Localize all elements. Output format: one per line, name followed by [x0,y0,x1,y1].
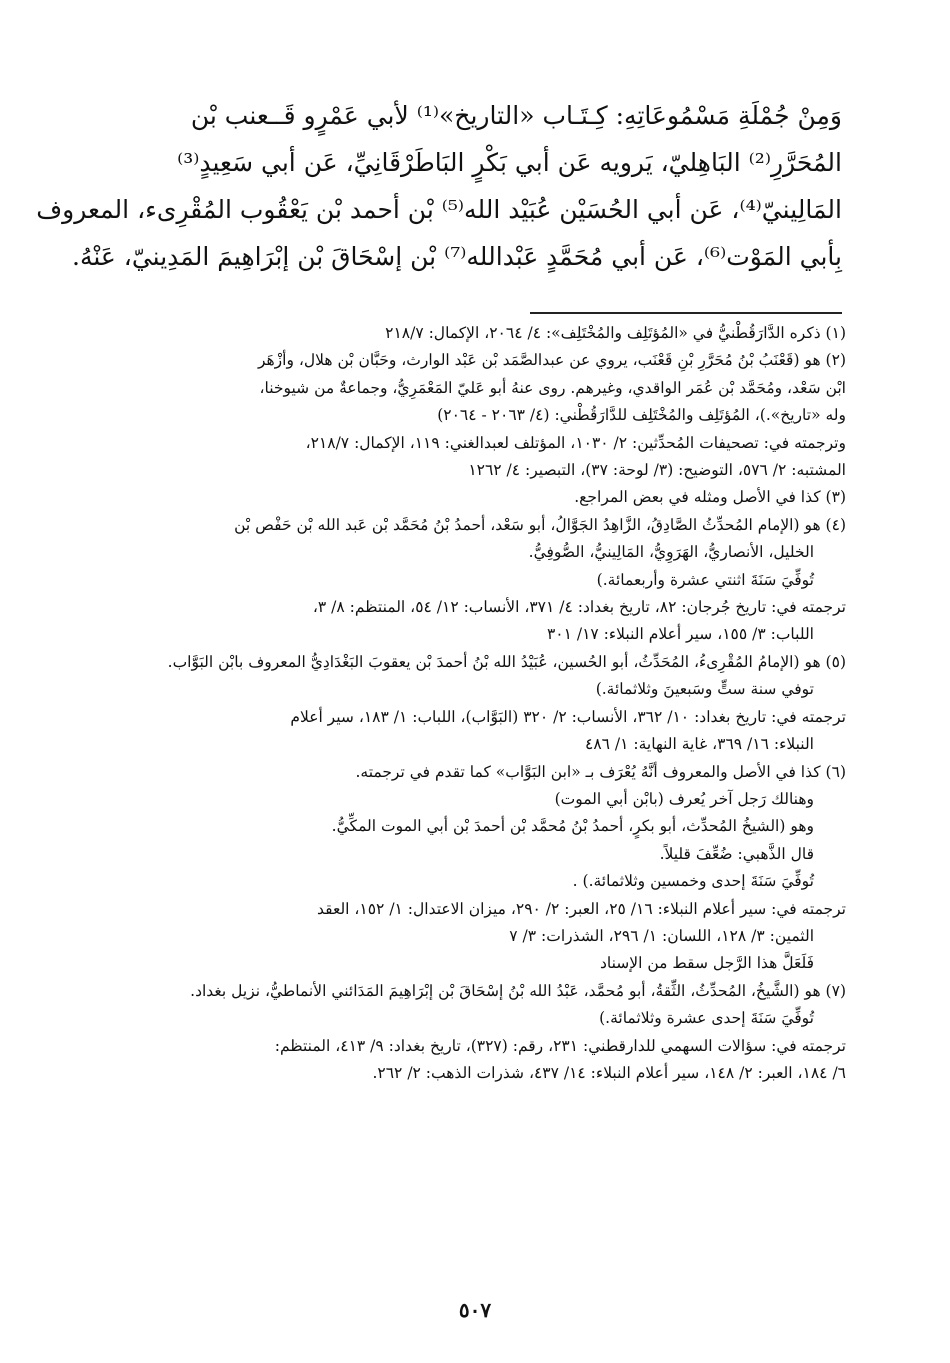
footnote-line: وهو (الشيخُ المُحدِّث، أبو بكرٍ، أحمدُ بْنُ مُحمَّد بْن أحمدَ بْن أبي الموت المكِّيُّ. [331,817,814,836]
footnote-divider [530,312,842,314]
footnote-line: ترجمته في: سير أعلام النبلاء: ١٦/ ٢٥، العبر: ٢/ ٢٩٠، ميزان الاعتدال: ١/ ١٥٢، العقد [316,899,846,918]
footnote-line: فَلَعَلَّ هذا الرَّجل سقط من الإسناد [600,954,814,973]
main-text-line: المُحَرَّرِ⁽²⁾ البَاهِليّ، يَرويه عَن أبي بَكْرٍ البَاطَرْقَانِيِّ، عَن أبي سَعِيدٍ⁽³⁾ [177,148,842,177]
footnote-line: اللباب: ٣/ ١٥٥، سير أعلام النبلاء: ١٧/ ٣٠١ [546,625,814,644]
footnote-line: توفي سنة ستٍّ وسَبعينَ وثلاثمائة.) [595,680,814,699]
main-text-line: المَالِينيّ⁽⁴⁾، عَن أبي الحُسَيْن عُبَيْد الله⁽⁵⁾ بْن أحمد بْن يَعْقُوب المُقْرِىء، المعروف [36,195,842,224]
footnote-line: ترجمته في: سؤالات السهمي للدارقطني: ٢٣١، رقم: (٣٢٧)، تاريخ بغداد: ٩/ ٤١٣، المنتظم: [274,1036,846,1055]
footnote-line: تُوفِّيَ سَنَةَ اثنتي عشرة وأربعمائة.) [596,570,814,589]
footnote-line: ابْن سَعْد، ومُحَمَّد بْن عُمَر الواقدي، وغيرهم. روى عنهُ أبو عَليّ المَعْمَرِيُّ، وجماعةٌ من شيوخنا، [259,378,846,397]
main-text-line: بِأبي المَوْت⁽⁶⁾، عَن أبي مُحَمَّدٍ عَبْدالله⁽⁷⁾ بْن إسْحَاقَ بْن إبْرَاهِيمَ المَدِينيّ، عَنْهُ. [72,242,842,271]
footnotes-section [92,320,846,1087]
footnote-line: (٣) كذا في الأصل ومثله في بعض المراجع. [574,488,846,507]
footnote-line: تُوفِّيَ سَنَةَ إحدى وخمسين وثلاثمائة.) . [572,872,814,891]
footnote-line: ٦/ ١٨٤، العبر: ٢/ ١٤٨، سير أعلام النبلاء: ١٤/ ٤٣٧، شذرات الذهب: ٢/ ٢٦٢. [372,1063,846,1082]
footnote-line: (١) ذكره الدَّارَقُطْنيُّ في «المُؤتَلِف والمُخْتَلِف»: ٤/ ٢٠٦٤، الإكمال: ٢١٨/٧ [385,324,846,342]
main-paragraph [36,92,842,280]
footnote-line: وترجمته في: تصحيفات المُحدِّثين: ٢/ ١٠٣٠، المؤتلف لعبدالغني: ١١٩، الإكمال: ٢١٨/٧، [305,433,846,452]
footnote-line: الثمين: ٣/ ١٢٨، اللسان: ١/ ٢٩٦، الشذرات: ٣/ ٧ [509,926,814,945]
footnote-line: ترجمته في: تاريخ بغداد: ١٠/ ٣٦٢، الأنساب: ٢/ ٣٢٠ (البَوَّاب)، اللباب: ١/ ١٨٣، سير أعلام [290,707,846,726]
footnote-line: (٦) كذا في الأصل والمعروف أنَّهُ يُعْرَف بـ «ابن البَوَّاب» كما تقدم في ترجمته. [355,762,846,781]
footnote-line: تُوفِّيَ سَنَةَ إحدى عشرة وثلاثمائة.) [599,1009,814,1028]
footnote-line: المشتبه: ٢/ ٥٧٦، التوضيح: (٣/ لوحة: ٣٧)، التبصير: ٤/ ١٢٦٢ [468,461,846,480]
main-text-line: وَمِنْ جُمْلَةِ مَسْمُوعَاتِهِ: كِـتَـاب «التاريخ»⁽¹⁾ لأبي عَمْرٍو قَــعنب بْن [190,101,842,130]
footnote-line: (٢) هو (قَعْنَبُ بْنُ مُحَرَّرِ بْنِ قَعْنَب، يروي عن عبدالصَّمَد بْن عَبْد الوارث، وحَبَّان بْن هلال، وأزْهَر [257,351,846,370]
footnote-line: قال الذَّهبي: ضُعِّفَ قليلاً. [659,844,814,863]
footnote-line: الخليل، الأنصاريُّ، الهَرَوِيُّ، المَالِينيُّ، الصُّوفِيُّ. [528,543,814,562]
footnote-line: (٤) هو (الإمام المُحدِّثُ الصَّادِقُ، الزَّاهِدُ الجَوَّالُ، أبو سَعْد، أحمدُ بْنُ مُحَمَّد بْن عَبد الله بْن حَفْص بْن [234,515,846,534]
footnote-line: وهنالك رَجل آخر يُعرف (بابْن أبي الموت) [554,789,814,808]
footnote-line: النبلاء: ١٦/ ٣٦٩، غاية النهاية: ١/ ٤٨٦ [585,735,814,754]
footnote-line: (٧) هو (الشَّيخُ، المُحدِّثُ، الثِّقةُ، أبو مُحمَّد، عَبْدُ الله بْنُ إسْحَاقَ بْن إبْرَاهِيمَ المَدَائني الأنماطيُّ، نزيل بغداد. [190,981,846,1000]
page-number: ٥٠٧ [458,1298,492,1322]
footnote-line: ترجمته في: تاريخ جُرجان: ٨٢، تاريخ بغداد: ٤/ ٣٧١، الأنساب: ١٢/ ٥٤، المنتظم: ٨/ ٣، [312,598,846,617]
footnote-line: (٥) هو (الإمامُ المُقْرِىءُ، المُحَدِّثُ، أبو الحُسين، عُبَيْدُ الله بْنُ أحمدَ بْن يعقوبَ البَغْدَادِيُّ المعروف بابْن البَوَّاب. [167,652,846,671]
footnote-line: وله «تاريخ».)، المُؤتَلِف والمُخْتَلِف للدَّارَقُطْني: (٤/ ٢٠٦٣ - ٢٠٦٤) [437,406,846,425]
